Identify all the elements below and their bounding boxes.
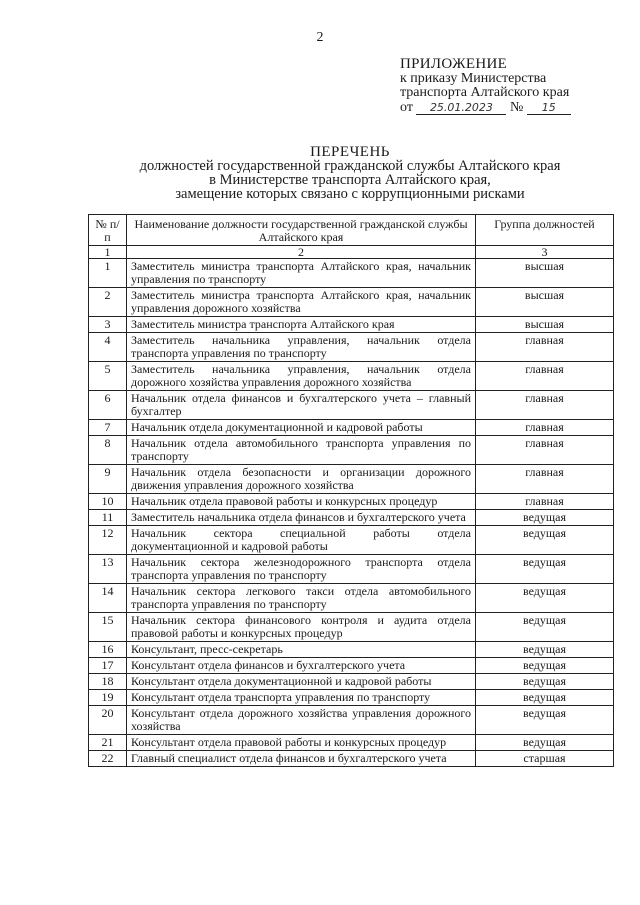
row-number: 5 — [89, 362, 127, 391]
index-col-2: 2 — [127, 246, 476, 259]
document-title — [80, 145, 620, 201]
row-number: 13 — [89, 555, 127, 584]
table-row — [89, 391, 614, 420]
row-number: 9 — [89, 465, 127, 494]
position-name: Заместитель начальника управления, начальник отдела дорожного хозяйства управления дорожного хозяйства — [127, 362, 476, 391]
position-name: Начальник отдела правовой работы и конкурсных процедур — [127, 494, 476, 510]
header-name: Наименование должности государственной гражданской службы Алтайского края — [127, 215, 476, 246]
position-group: ведущая — [476, 510, 614, 526]
table-row — [89, 333, 614, 362]
position-name: Начальник отдела финансов и бухгалтерского учета – главный бухгалтер — [127, 391, 476, 420]
position-group: главная — [476, 391, 614, 420]
title-line-3: замещение которых связано с коррупционными рисками — [175, 186, 525, 202]
table-row — [89, 317, 614, 333]
table-row — [89, 706, 614, 735]
position-name: Начальник сектора легкового такси отдела автомобильного транспорта управления по транспорту — [127, 584, 476, 613]
appendix-ministry-line: транспорта Алтайского края — [400, 85, 570, 100]
header-num: № п/п — [89, 215, 127, 246]
row-number: 4 — [89, 333, 127, 362]
table-row — [89, 494, 614, 510]
table-row — [89, 674, 614, 690]
date-prefix: от — [400, 99, 413, 115]
table-index-row — [89, 246, 614, 259]
table-row — [89, 436, 614, 465]
position-name: Заместитель начальника управления, начальник отдела транспорта управления по транспорту — [127, 333, 476, 362]
position-name: Главный специалист отдела финансов и бухгалтерского учета — [127, 751, 476, 767]
position-group: главная — [476, 436, 614, 465]
position-group: главная — [476, 420, 614, 436]
row-number: 20 — [89, 706, 127, 735]
position-name: Консультант отдела правовой работы и конкурсных процедур — [127, 735, 476, 751]
position-name: Начальник сектора финансового контроля и аудита отдела правовой работы и конкурсных процедур — [127, 613, 476, 642]
position-name: Начальник сектора специальной работы отдела документационной и кадровой работы — [127, 526, 476, 555]
title-line-2: в Министерстве транспорта Алтайского края, — [209, 172, 491, 188]
position-group: ведущая — [476, 658, 614, 674]
table-body — [89, 259, 614, 767]
position-group: высшая — [476, 317, 614, 333]
appendix-order-line: к приказу Министерства — [400, 70, 547, 86]
position-name: Заместитель начальника отдела финансов и бухгалтерского учета — [127, 510, 476, 526]
row-number: 18 — [89, 674, 127, 690]
table-row — [89, 465, 614, 494]
position-name: Консультант отдела документационной и кадровой работы — [127, 674, 476, 690]
positions-table — [88, 214, 614, 767]
position-name: Начальник отдела безопасности и организации дорожного движения управления дорожного хозяйства — [127, 465, 476, 494]
header-group: Группа должностей — [476, 215, 614, 246]
position-group: высшая — [476, 259, 614, 288]
table-row — [89, 362, 614, 391]
appendix-block — [400, 57, 600, 115]
table-row — [89, 613, 614, 642]
title-main: ПЕРЕЧЕНЬ — [310, 144, 390, 160]
position-name: Консультант, пресс-секретарь — [127, 642, 476, 658]
table-row — [89, 735, 614, 751]
position-name: Начальник отдела автомобильного транспорта управления по транспорту — [127, 436, 476, 465]
row-number: 7 — [89, 420, 127, 436]
table-row — [89, 642, 614, 658]
row-number: 21 — [89, 735, 127, 751]
position-name: Заместитель министра транспорта Алтайского края, начальник управления по транспорту — [127, 259, 476, 288]
table-row — [89, 420, 614, 436]
page-number: 2 — [316, 30, 324, 45]
position-group: старшая — [476, 751, 614, 767]
position-group: ведущая — [476, 613, 614, 642]
row-number: 19 — [89, 690, 127, 706]
position-name: Начальник сектора железнодорожного транспорта отдела транспорта управления по транспорту — [127, 555, 476, 584]
table-row — [89, 584, 614, 613]
row-number: 12 — [89, 526, 127, 555]
position-name: Консультант отдела транспорта управления по транспорту — [127, 690, 476, 706]
position-group: ведущая — [476, 674, 614, 690]
row-number: 6 — [89, 391, 127, 420]
handwritten-date: 25.01.2023 — [416, 102, 506, 115]
position-name: Консультант отдела финансов и бухгалтерского учета — [127, 658, 476, 674]
position-group: главная — [476, 362, 614, 391]
row-number: 1 — [89, 259, 127, 288]
appendix-heading: ПРИЛОЖЕНИЕ — [400, 56, 508, 72]
position-group: ведущая — [476, 526, 614, 555]
appendix-date-line — [400, 101, 600, 116]
table-row — [89, 288, 614, 317]
index-col-1: 1 — [89, 246, 127, 259]
position-group: ведущая — [476, 642, 614, 658]
row-number: 2 — [89, 288, 127, 317]
table-row — [89, 658, 614, 674]
position-name: Консультант отдела дорожного хозяйства управления дорожного хозяйства — [127, 706, 476, 735]
table-row — [89, 526, 614, 555]
row-number: 11 — [89, 510, 127, 526]
table-row — [89, 555, 614, 584]
table-row — [89, 510, 614, 526]
row-number: 15 — [89, 613, 127, 642]
row-number: 8 — [89, 436, 127, 465]
position-name: Заместитель министра транспорта Алтайского края, начальник управления дорожного хозяйства — [127, 288, 476, 317]
position-group: ведущая — [476, 735, 614, 751]
row-number: 16 — [89, 642, 127, 658]
position-name: Начальник отдела документационной и кадровой работы — [127, 420, 476, 436]
table-row — [89, 259, 614, 288]
row-number: 22 — [89, 751, 127, 767]
table-row — [89, 690, 614, 706]
index-col-3: 3 — [476, 246, 614, 259]
position-group: ведущая — [476, 706, 614, 735]
position-group: высшая — [476, 288, 614, 317]
position-group: ведущая — [476, 555, 614, 584]
position-group: главная — [476, 494, 614, 510]
row-number: 3 — [89, 317, 127, 333]
position-group: главная — [476, 465, 614, 494]
row-number: 10 — [89, 494, 127, 510]
row-number: 14 — [89, 584, 127, 613]
position-group: ведущая — [476, 690, 614, 706]
number-sign: № — [509, 99, 524, 115]
table-row — [89, 751, 614, 767]
row-number: 17 — [89, 658, 127, 674]
table-header-row — [89, 215, 614, 246]
position-group: главная — [476, 333, 614, 362]
handwritten-number: 15 — [527, 102, 571, 115]
title-line-1: должностей государственной гражданской службы Алтайского края — [139, 158, 561, 174]
position-group: ведущая — [476, 584, 614, 613]
position-name: Заместитель министра транспорта Алтайского края — [127, 317, 476, 333]
